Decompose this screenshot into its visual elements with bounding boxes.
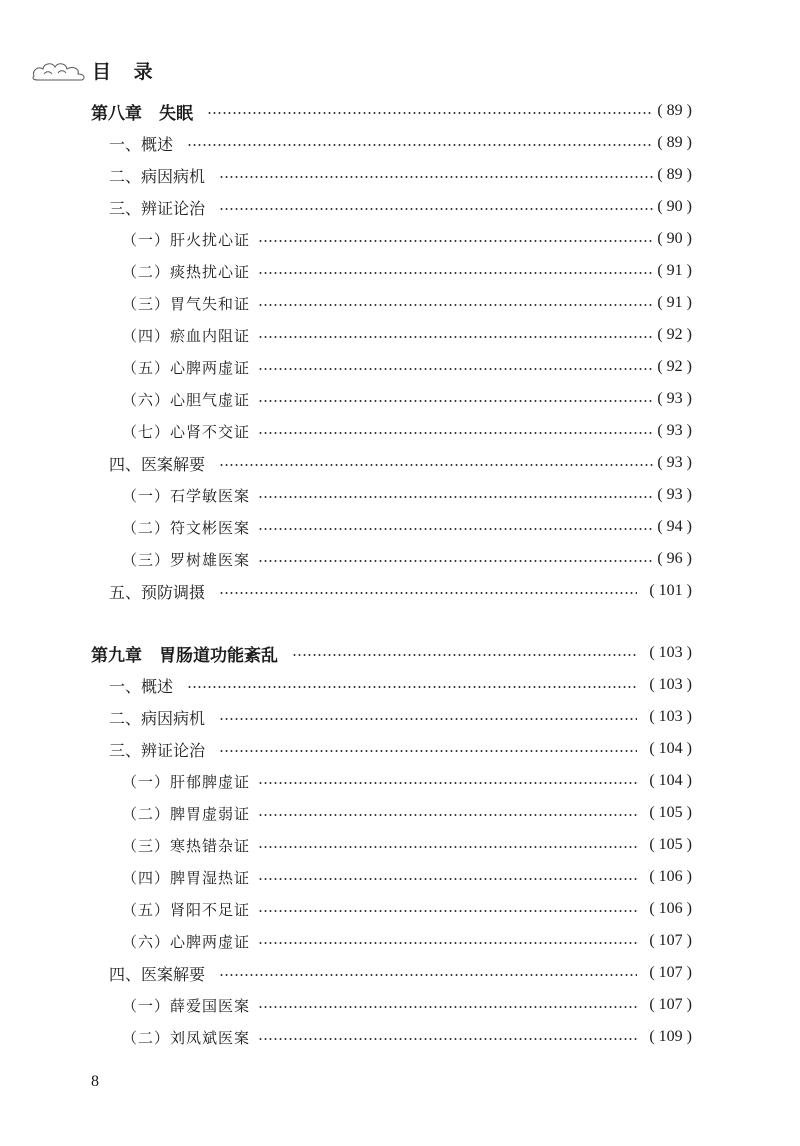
toc-entry-row[interactable] <box>0 895 800 923</box>
toc-entry-row[interactable] <box>0 545 800 573</box>
dot-leader <box>207 112 653 114</box>
toc-entry-title: 三、辨证论治 <box>109 198 206 218</box>
toc-entry-title: （六）心脾两虚证 <box>122 932 251 951</box>
toc-entry-row[interactable] <box>0 417 800 445</box>
toc-entry-row[interactable] <box>0 193 800 221</box>
toc-entry-row[interactable] <box>0 735 800 763</box>
dot-leader <box>258 336 653 338</box>
toc-page-number: ( 105 ) <box>649 804 692 821</box>
toc-page-number: ( 92 ) <box>657 358 692 375</box>
toc-entry-title: （二）刘凤斌医案 <box>122 1028 251 1047</box>
dot-leader <box>258 368 653 370</box>
toc-page-number: ( 89 ) <box>657 166 692 183</box>
dot-leader <box>187 144 653 146</box>
toc-page-number: ( 93 ) <box>657 454 692 471</box>
toc-entry-title: （一）肝郁脾虚证 <box>122 772 251 791</box>
toc-entry-row[interactable] <box>0 481 800 509</box>
toc-entry-title: 五、预防调摄 <box>109 582 206 602</box>
toc-page-number: ( 107 ) <box>649 932 692 949</box>
toc-page-number: ( 90 ) <box>657 230 692 247</box>
toc-entry-title: 二、病因病机 <box>109 708 206 728</box>
toc-entry-row[interactable] <box>0 767 800 795</box>
toc-page-number: ( 104 ) <box>649 740 692 757</box>
toc-page-number: ( 92 ) <box>657 326 692 343</box>
toc-entry-title: （五）心脾两虚证 <box>122 358 251 377</box>
toc-entry-title: （一）薛爱国医案 <box>122 996 251 1015</box>
toc-page-number: ( 96 ) <box>657 550 692 567</box>
toc-entry-title: 四、医案解要 <box>109 454 206 474</box>
header-title: 目 录 <box>92 61 161 83</box>
dot-leader <box>258 432 653 434</box>
toc-entry-row[interactable] <box>0 225 800 253</box>
page-number: 8 <box>91 1073 99 1090</box>
dot-leader <box>258 782 637 784</box>
dot-leader <box>219 208 653 210</box>
toc-entry-title: （二）痰热扰心证 <box>122 262 251 281</box>
toc-page-number: ( 106 ) <box>649 868 692 885</box>
toc-page-number: ( 93 ) <box>657 422 692 439</box>
toc-entry-title: 一、概述 <box>109 134 174 154</box>
toc-entry-row[interactable] <box>0 927 800 955</box>
toc-page-number: ( 103 ) <box>649 708 692 725</box>
toc-entry-title: （三）罗树雄医案 <box>122 550 251 569</box>
dot-leader <box>292 654 637 656</box>
toc-entry-row[interactable] <box>0 959 800 987</box>
toc-page-number: ( 101 ) <box>649 582 692 599</box>
toc-entry-row[interactable] <box>0 831 800 859</box>
toc-page-number: ( 94 ) <box>657 518 692 535</box>
dot-leader <box>258 560 653 562</box>
toc-page-number: ( 105 ) <box>649 836 692 853</box>
dot-leader <box>258 304 653 306</box>
toc-entry-row[interactable] <box>0 577 800 605</box>
dot-leader <box>219 750 637 752</box>
toc-chapter-row[interactable] <box>0 97 800 125</box>
toc-page-number: ( 89 ) <box>657 134 692 151</box>
dot-leader <box>219 592 637 594</box>
toc-entry-title: 第八章 失眠 <box>91 103 193 124</box>
dot-leader <box>258 528 653 530</box>
toc-entry-row[interactable] <box>0 449 800 477</box>
dot-leader <box>258 814 637 816</box>
toc-entry-title: （五）肾阳不足证 <box>122 900 251 919</box>
toc-entry-title: 二、病因病机 <box>109 166 206 186</box>
toc-entry-title: （三）胃气失和证 <box>122 294 251 313</box>
toc-page-number: ( 93 ) <box>657 390 692 407</box>
toc-page-number: ( 91 ) <box>657 262 692 279</box>
toc-page-number: ( 107 ) <box>649 996 692 1013</box>
toc-entry-title: （二）符文彬医案 <box>122 518 251 537</box>
toc-page-number: ( 106 ) <box>649 900 692 917</box>
toc-entry-row[interactable] <box>0 863 800 891</box>
toc-page-number: ( 90 ) <box>657 198 692 215</box>
dot-leader <box>258 910 637 912</box>
toc-entry-row[interactable] <box>0 257 800 285</box>
toc-entry-row[interactable] <box>0 1023 800 1051</box>
dot-leader <box>258 1038 637 1040</box>
toc-entry-row[interactable] <box>0 161 800 189</box>
dot-leader <box>219 176 653 178</box>
toc-entry-title: （四）脾胃湿热证 <box>122 868 251 887</box>
cloud-ornament-icon <box>30 54 90 84</box>
toc-entry-title: （七）心肾不交证 <box>122 422 251 441</box>
toc-page-number: ( 103 ) <box>649 676 692 693</box>
dot-leader <box>258 846 637 848</box>
toc-entry-title: （六）心胆气虚证 <box>122 390 251 409</box>
toc-page-number: ( 103 ) <box>649 644 692 661</box>
toc-page-number: ( 89 ) <box>657 102 692 119</box>
toc-page-number: ( 109 ) <box>649 1028 692 1045</box>
toc-entry-row[interactable] <box>0 671 800 699</box>
dot-leader <box>219 718 637 720</box>
toc-entry-row[interactable] <box>0 321 800 349</box>
toc-entry-row[interactable] <box>0 799 800 827</box>
dot-leader <box>258 496 653 498</box>
dot-leader <box>258 878 637 880</box>
toc-entry-title: 一、概述 <box>109 676 174 696</box>
toc-chapter-row[interactable] <box>0 639 800 667</box>
dot-leader <box>258 272 653 274</box>
toc-entry-title: （四）瘀血内阻证 <box>122 326 251 345</box>
toc-entry-title: 三、辨证论治 <box>109 740 206 760</box>
toc-page-number: ( 107 ) <box>649 964 692 981</box>
dot-leader <box>187 686 637 688</box>
toc-entry-row[interactable] <box>0 353 800 381</box>
toc-entry-title: 四、医案解要 <box>109 964 206 984</box>
toc-entry-title: （一）肝火扰心证 <box>122 230 251 249</box>
toc-entry-row[interactable] <box>0 129 800 157</box>
dot-leader <box>219 464 653 466</box>
toc-entry-row[interactable] <box>0 513 800 541</box>
dot-leader <box>258 400 653 402</box>
toc-entry-title: 第九章 胃肠道功能紊乱 <box>91 645 278 666</box>
toc-entry-row[interactable] <box>0 991 800 1019</box>
dot-leader <box>258 1006 637 1008</box>
toc-entry-row[interactable] <box>0 289 800 317</box>
toc-entry-title: （二）脾胃虚弱证 <box>122 804 251 823</box>
dot-leader <box>219 974 637 976</box>
dot-leader <box>258 240 653 242</box>
toc-page-number: ( 91 ) <box>657 294 692 311</box>
toc-entry-title: （一）石学敏医案 <box>122 486 251 505</box>
toc-entry-title: （三）寒热错杂证 <box>122 836 251 855</box>
dot-leader <box>258 942 637 944</box>
toc-page-number: ( 104 ) <box>649 772 692 789</box>
toc-entry-row[interactable] <box>0 385 800 413</box>
toc-page-number: ( 93 ) <box>657 486 692 503</box>
toc-entry-row[interactable] <box>0 703 800 731</box>
